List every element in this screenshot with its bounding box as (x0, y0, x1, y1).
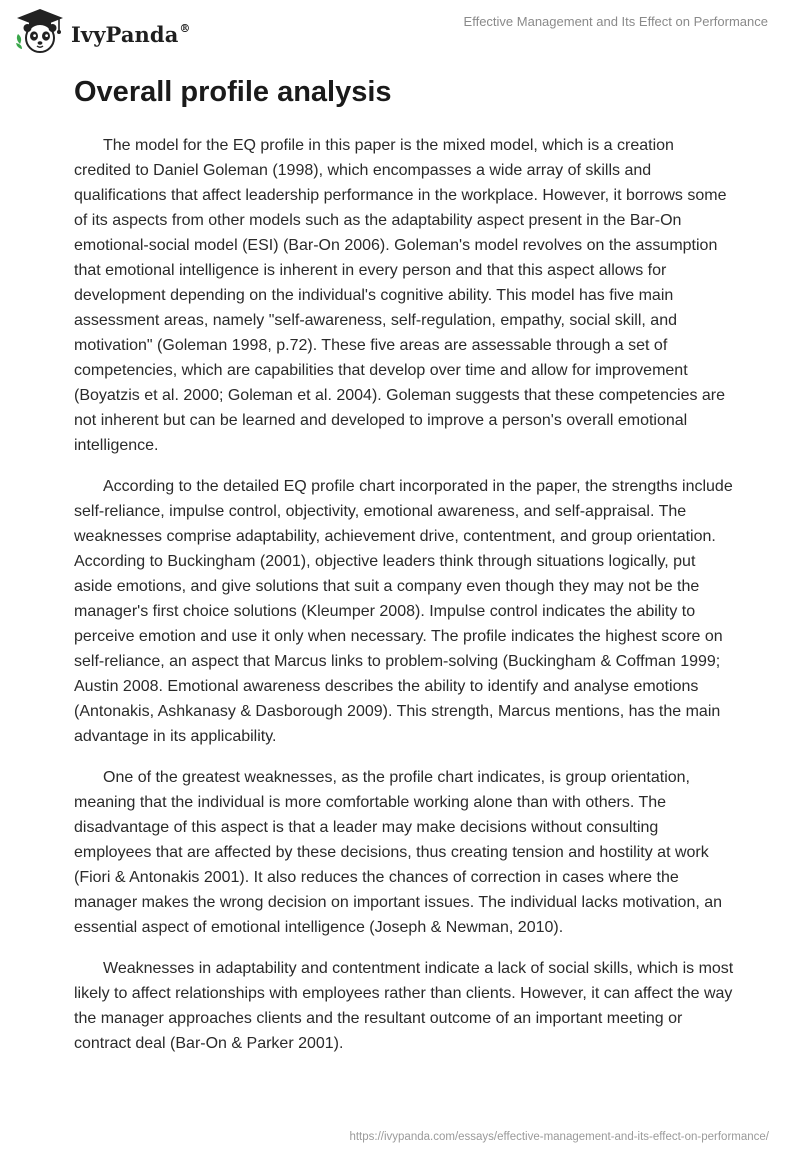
paragraph: According to the detailed EQ profile chart incorporated in the paper, the strengths include self-reliance, impulse control, objectivity, emotional awareness, and self-appraisal. The weaknesses comprise adaptability, achievement drive, contentment, and group orientation. According to Buckingham (2001), objective leaders think through situations logically, put aside emotions, and give solutions that suit a company even though they may not be the manager's first choice solutions (Kleumper 2008). Impulse control indicates the ability to perceive emotion and use it only when necessary. The profile indicates the highest score on self-reliance, an aspect that Marcus links to problem-solving (Buckingham & Coffman 1999; Austin 2008. Emotional awareness describes the ability to identify and analyse emotions (Antonakis, Ashkanasy & Dasborough 2009). This strength, Marcus mentions, has the main advantage in its applicability. (74, 478, 733, 745)
paragraph: One of the greatest weaknesses, as the profile chart indicates, is group orientation, meaning that the individual is more comfortable working alone than with others. The disadvantage of this aspect is that a leader may make decisions without consulting employees that are affected by these decisions, thus creating tension and hostility at work (Fiori & Antonakis 2001). It also reduces the chances of correction in cases where the manager makes the wrong decision on important issues. The individual lacks motivation, an essential aspect of emotional intelligence (Joseph & Newman, 2010). (74, 769, 723, 936)
brand-name: IvyPanda® (71, 21, 191, 47)
article-body (74, 133, 734, 1072)
document-title: Effective Management and Its Effect on Performance (463, 14, 768, 29)
section-heading: Overall profile analysis (74, 76, 392, 108)
source-url-link[interactable]: https://ivypanda.com/essays/effective-management-and-its-effect-on-performance/ (349, 1131, 769, 1143)
ivypanda-logo[interactable] (14, 6, 191, 54)
panda-graduate-icon (14, 6, 66, 54)
page-header (0, 0, 800, 64)
paragraph: Weaknesses in adaptability and contentment indicate a lack of social skills, which is most likely to affect relationships with employees rather than clients. However, it can affect the way the manager approaches clients and the resultant outcome of an important meeting or contract deal (Bar-On & Parker 2001). (74, 960, 734, 1052)
paragraph: The model for the EQ profile in this paper is the mixed model, which is a creation credited to Daniel Goleman (1998), which encompasses a wide array of skills and qualifications that affect leadership performance in the workplace. However, it borrows some of its aspects from other models such as the adaptability aspect present in the Bar-On emotional-social model (ESI) (Bar-On 2006). Goleman's model revolves on the assumption that emotional intelligence is inherent in every person and that this aspect allows for development depending on the individual's cognitive ability. This model has five main assessment areas, namely "self-awareness, self-regulation, empathy, social skill, and motivation" (Goleman 1998, p.72). These five areas are assessable through a set of competencies, which are capabilities that develop over time and allow for improvement (Boyatzis et al. 2000; Goleman et al. 2004). Goleman suggests that these competencies are not inherent but can be learned and developed to improve a person's overall emotional intelligence. (74, 137, 727, 454)
